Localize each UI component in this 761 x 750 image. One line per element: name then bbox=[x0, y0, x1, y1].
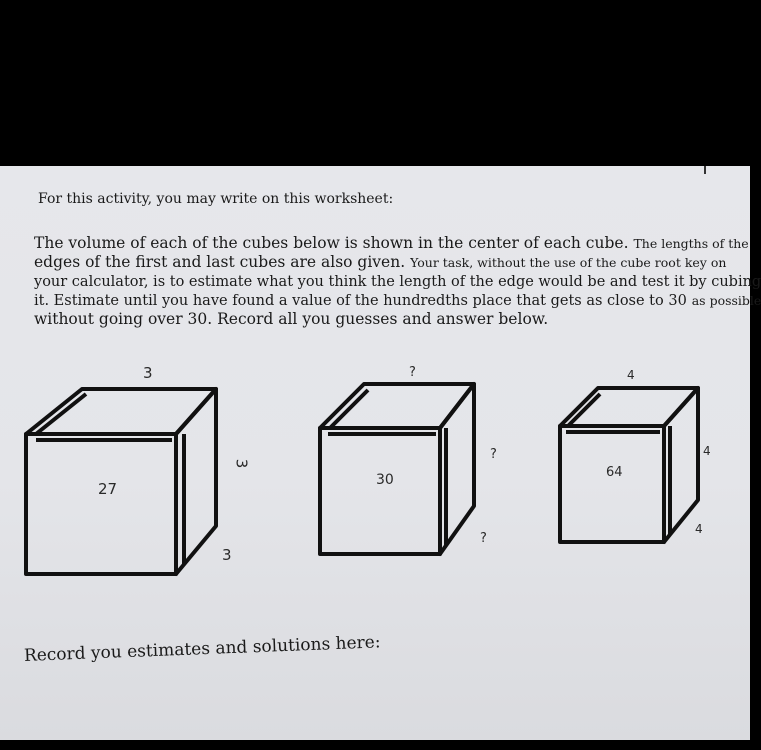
instructions-line-3a: your calculator, is to estimate what you think the length of the edge would be and test it by cubing bbox=[34, 274, 761, 290]
cube-1-inner-edge bbox=[36, 394, 86, 434]
cube-3-front-face bbox=[560, 426, 664, 542]
cube-2-side-edge-label: ? bbox=[490, 447, 497, 462]
cube-3-volume-label: 64 bbox=[606, 465, 623, 480]
cube-3-top-face bbox=[560, 388, 698, 426]
instructions-line-2a: edges of the first and last cubes are also given. bbox=[34, 253, 406, 271]
cube-3-depth-edge-label: 4 bbox=[695, 522, 703, 536]
intro-text: For this activity, you may write on this worksheet: bbox=[38, 191, 394, 207]
cube-3-side-edge-label: 4 bbox=[703, 444, 711, 458]
instructions-line-5: without going over 30. Record all you guesses and answer below. bbox=[34, 310, 549, 328]
cube-1-front-face bbox=[26, 434, 176, 574]
cube-2-top-edge-label: ? bbox=[409, 365, 416, 380]
instructions-line-4a: it. Estimate until you have found a value of the hundredths place that gets as close to 30 bbox=[34, 293, 687, 309]
cube-2-front-face bbox=[320, 428, 440, 554]
instructions-line-2b: Your task, without the use of the cube root key on bbox=[410, 255, 727, 270]
cube-1-top-edge-label: 3 bbox=[143, 364, 153, 382]
instructions-line-1a: The volume of each of the cubes below is shown in the center of each cube. bbox=[34, 234, 629, 252]
cube-1-depth-edge-label: 3 bbox=[222, 546, 232, 564]
record-prompt: Record you estimates and solutions here: bbox=[23, 632, 381, 666]
cube-2-depth-edge-label: ? bbox=[480, 531, 487, 546]
instructions-line-4b: as possible bbox=[691, 293, 761, 308]
worksheet-page bbox=[0, 166, 761, 740]
cube-1-volume-label: 27 bbox=[98, 480, 118, 498]
instructions-line-1b: The lengths of the bbox=[633, 236, 749, 251]
cube-2-volume-label: 30 bbox=[376, 472, 394, 488]
cube-3-top-edge-label: 4 bbox=[627, 368, 635, 382]
cube-2-top-face bbox=[320, 384, 474, 428]
erased-pencil-mark: ​ bbox=[144, 606, 152, 636]
cube-1-top-face bbox=[26, 389, 216, 434]
cube-1-side-edge-label: 3 bbox=[232, 458, 251, 469]
